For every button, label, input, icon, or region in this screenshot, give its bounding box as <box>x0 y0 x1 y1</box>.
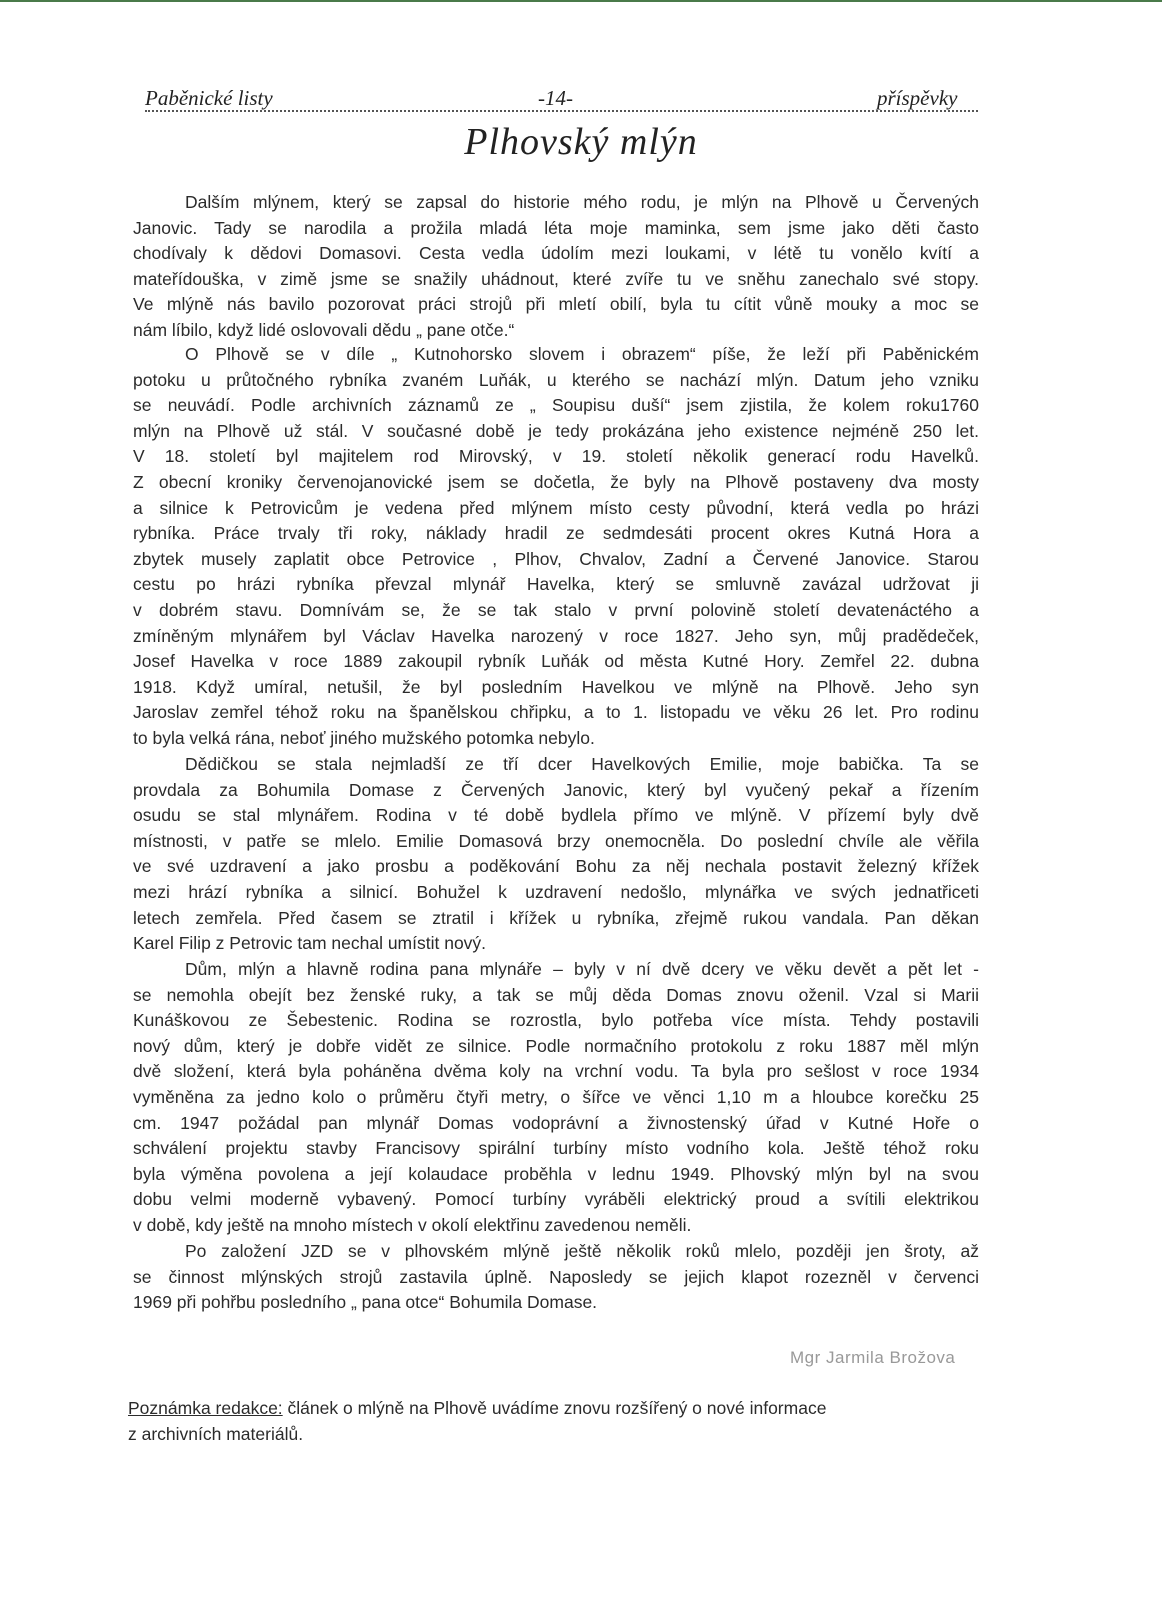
text-line: nám líbilo, když lidé oslovovali dědu „ pane otče.“ <box>133 319 515 340</box>
text-line: Z obecní kroniky červenojanovické jsem se dočetla, že byly na Plhově postaveny dva mosty <box>133 471 979 492</box>
note-text: článek o mlýně na Plhově uvádíme znovu rozšířený o nové informace <box>282 1398 827 1418</box>
text-line: V 18. století byl majitelem rod Mirovský, v 19. století několik generací rodu Havelků. <box>133 446 979 467</box>
text-line: Karel Filip z Petrovic tam nechal umístit nový. <box>133 933 487 954</box>
text-line: vyměněna za jedno kolo o průměru čtyři metry, o šířce ve věnci 1,10 m a hloubce korečku 25 <box>133 1086 979 1107</box>
paragraph <box>133 342 979 752</box>
text-line: Jaroslav zemřel téhož roku na španělskou chřipku, a to 1. listopadu ve věku 26 let. Pro rodinu <box>133 702 979 723</box>
text-line: 1918. Když umíral, netušil, že byl posledním Havelkou ve mlýně na Plhově. Jeho syn <box>133 676 979 697</box>
text-line: Kunáškovou ze Šebestenic. Rodina se rozrostla, bylo potřeba více místa. Tehdy postavili <box>133 1010 979 1031</box>
paragraph <box>133 190 979 344</box>
author-signature: Mgr Jarmila Brožova <box>790 1348 956 1367</box>
header-dotted-rule <box>145 110 978 112</box>
text-line: letech zemřela. Před časem se ztratil i křížek u rybníka, zřejmě rukou vandala. Pan děkan <box>133 907 979 928</box>
text-line: osudu se stal mlynářem. Rodina v té době bydlela přímo ve mlýně. V přízemí byly dvě <box>133 805 979 826</box>
text-line: cm. 1947 požádal pan mlynář Domas vodoprávní a živnostenský úřad v Kutné Hoře o <box>133 1112 979 1133</box>
text-line: dvě složení, která byla poháněna dvěma koly na vrchní vodu. Ta byla pro sešlost v roce 1934 <box>133 1061 979 1082</box>
text-line: se nemohla obejít bez ženské ruky, a tak se můj děda Domas znovu oženil. Vzal si Marii <box>133 984 979 1005</box>
paragraph <box>133 1239 979 1316</box>
text-line: Dědičkou se stala nejmladší ze tří dcer Havelkových Emilie, moje babička. Ta se <box>185 754 979 774</box>
text-line: provdala za Bohumila Domase z Červených Janovic, který byl vyučený pekař a řízením <box>133 779 979 800</box>
text-line: 1969 při pohřbu posledního „ pana otce“ Bohumila Domase. <box>133 1292 598 1313</box>
text-line: nový dům, který je dobře vidět ze silnice. Podle normačního protokolu z roku 1887 měl mlýn <box>133 1035 979 1056</box>
text-line: cestu po hrázi rybníka převzal mlynář Havelka, který se smluvně zavázal udržovat ji <box>133 574 979 595</box>
page-number: -14- <box>538 86 573 110</box>
note-text-continued: z archivních materiálů. <box>128 1423 304 1444</box>
text-line: se činnost mlýnských strojů zastavila úplně. Naposledy se jejich klapot rozezněl v červenci <box>133 1266 979 1287</box>
editorial-note <box>128 1396 978 1447</box>
scan-edge-line <box>0 0 1162 2</box>
note-label: Poznámka redakce: <box>128 1398 283 1418</box>
text-line: v dobrém stavu. Domnívám se, že se tak stalo v první polovině století devatenáctého a <box>133 599 979 620</box>
text-line: se neuvádí. Podle archivních záznamů ze „ Soupisu duší“ jsem zjistila, že kolem roku1760 <box>133 395 979 416</box>
text-line: místnosti, v patře se mlelo. Emilie Domasová brzy onemocněla. Do poslední chvíle ale věřila <box>133 830 979 851</box>
text-line: potoku u průtočného rybníka zvaném Luňák, u kterého se nachází mlýn. Datum jeho vzniku <box>133 369 979 390</box>
text-line: chodívaly k dědovi Domasovi. Cesta vedla údolím mezi loukami, v létě tu vonělo kvítí a <box>133 243 979 264</box>
text-line: Josef Havelka v roce 1889 zakoupil rybník Luňák od města Kutné Hory. Zemřel 22. dubna <box>133 651 979 672</box>
text-line: schválení projektu stavby Francisovy spirální turbíny místo vodního kola. Ještě téhož roku <box>133 1138 979 1159</box>
text-line: ve své uzdravení a jako prosbu a poděkování Bohu za něj nechala postavit železný křížek <box>133 856 979 877</box>
paragraph <box>133 752 979 957</box>
text-line: byla výměna povolena a její kolaudace proběhla v lednu 1949. Plhovský mlýn byl na svou <box>133 1163 979 1184</box>
text-line: mezi hrází rybníka a silnicí. Bohužel k uzdravení nedošlo, mlynářka ve svých jednatřiceti <box>133 881 979 902</box>
article-title: Plhovský mlýn <box>464 121 698 163</box>
text-line: Dům, mlýn a hlavně rodina pana mlynáře – byly v ní dvě dcery ve věku devět a pět let - <box>185 959 979 979</box>
text-line: to byla velká rána, neboť jiného mužského potomka nebylo. <box>133 727 595 748</box>
text-line: Ve mlýně nás bavilo pozorovat práci strojů při mletí obilí, byla tu cítit vůně mouky a moc se <box>133 294 979 315</box>
text-line: mlýn na Plhově už stál. V současné době je tedy prokázána jeho existence nejméně 250 let. <box>133 420 979 441</box>
section-name: příspěvky <box>877 86 958 110</box>
text-line: zmíněným mlynářem byl Václav Havelka narozený v roce 1827. Jeho syn, můj pradědeček, <box>133 625 979 646</box>
text-line: O Plhově se v díle „ Kutnohorsko slovem i obrazem“ píše, že leží při Paběnickém <box>185 344 979 364</box>
text-line: mateřídouška, v zimě jsme se snažily uhádnout, které zvíře tu ve sněhu zanechalo své stopy. <box>133 268 979 289</box>
text-line: dobu velmi moderně vybavený. Pomocí turbíny vyráběli elektrický proud a svítili elektrikou <box>133 1189 979 1210</box>
text-line: zbytek musely zaplatit obce Petrovice , Plhov, Chvalov, Zadní a Červené Janovice. Starou <box>133 548 979 569</box>
text-line: v době, kdy ještě na mnoho místech v okolí elektřinu zavedenou neměli. <box>133 1214 692 1235</box>
text-line: Po založení JZD se v plhovském mlýně ještě několik roků mlelo, později jen šroty, až <box>185 1241 979 1261</box>
publication-name: Paběnické listy <box>145 86 273 110</box>
text-line: rybníka. Práce trvaly tři roky, náklady hradil ze sedmdesáti procent okres Kutná Hora a <box>133 523 979 544</box>
text-line: Dalším mlýnem, který se zapsal do historie mého rodu, je mlýn na Plhově u Červených <box>185 192 979 212</box>
paragraph <box>133 957 979 1239</box>
text-line: Janovic. Tady se narodila a prožila mladá léta moje maminka, sem jsme jako děti často <box>133 217 979 238</box>
text-line: a silnice k Petrovicům je vedena před mlýnem místo cesty původní, která vedla po hrázi <box>133 497 979 518</box>
